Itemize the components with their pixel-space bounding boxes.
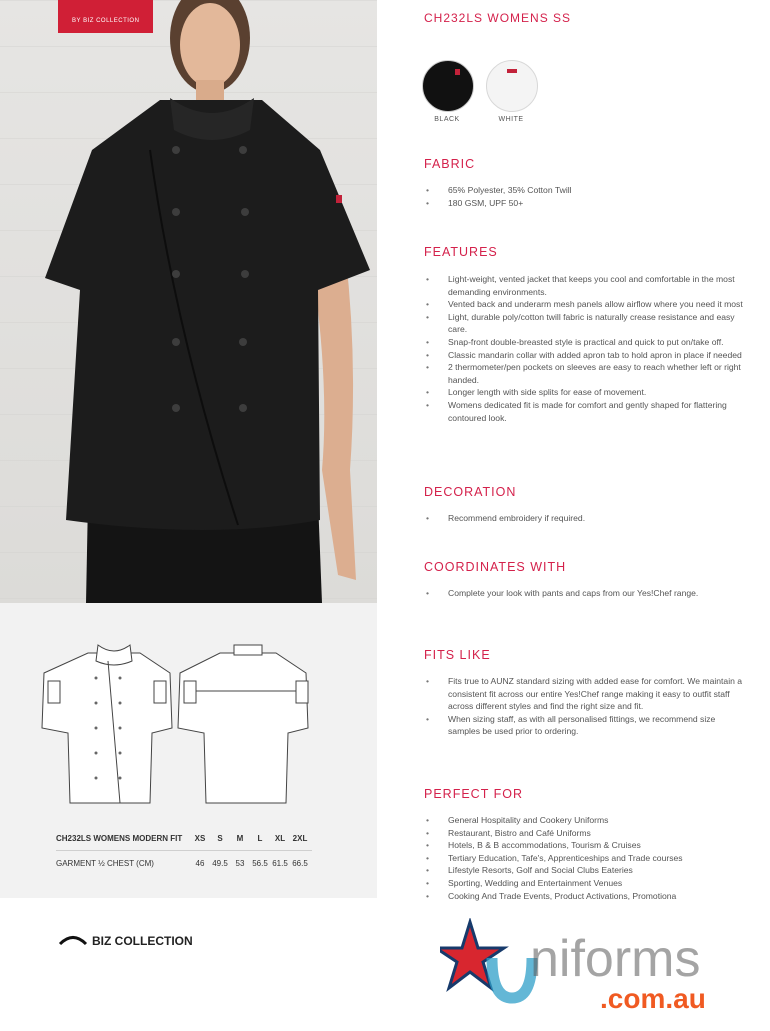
list-item: • Recommend embroidery if required.: [424, 512, 744, 525]
list-item: • Tertiary Education, Tafe's, Apprenticeships and Trade courses: [424, 852, 744, 865]
uniforms-logo-text: niforms: [530, 930, 701, 988]
decoration-list: [424, 512, 744, 525]
product-title: CH232LS WOMENS SS: [424, 11, 572, 25]
list-item: • Classic mandarin collar with added apron tab to hold apron in place if needed: [424, 349, 744, 362]
biz-swoosh-icon: [58, 935, 88, 947]
uniforms-logo-domain: .com.au: [600, 983, 706, 1014]
features-list: [424, 273, 744, 424]
size-table-header: [56, 826, 312, 851]
brand-tab: [58, 0, 153, 33]
list-item: • Fits true to AUNZ standard sizing with added ease for comfort. We maintain a consistent fit across our entire Yes!Chef range making it easy to outfit staff across different styles and find the right size and fit.: [424, 675, 744, 713]
decoration-heading: DECORATION: [424, 485, 517, 499]
chest-value: 66.5: [292, 858, 308, 868]
black-swatch-label: BLACK: [434, 116, 460, 123]
size-header: XS: [194, 833, 206, 843]
model-in-chef-jacket-illustration: [0, 0, 377, 603]
list-item: • When sizing staff, as with all personalised fittings, we recommend size samples be used prior to ordering.: [424, 713, 744, 738]
brand-tab-text: BY BIZ COLLECTION: [72, 18, 140, 24]
features-heading: FEATURES: [424, 245, 498, 259]
biz-logo-text: BIZ COLLECTION: [92, 934, 193, 948]
fits-like-list: [424, 675, 744, 738]
list-item: • Cooking And Trade Events, Product Activations, Promotiona: [424, 890, 744, 903]
list-item: • Longer length with side splits for ease of movement.: [424, 386, 744, 399]
product-photo: [0, 0, 377, 603]
fabric-list: [424, 184, 744, 209]
list-item: • Womens dedicated fit is made for comfort and gently shaped for flattering contoured look.: [424, 399, 744, 424]
list-item: • 2 thermometer/pen pockets on sleeves are easy to reach whether left or right handed.: [424, 361, 744, 386]
swatch-tab-icon: [507, 69, 517, 73]
list-item: • Vented back and underarm mesh panels allow airflow where you need it most: [424, 298, 744, 311]
coordinates-heading: COORDINATES WITH: [424, 560, 567, 574]
chest-value: 49.5: [212, 858, 228, 868]
chest-value: 61.5: [272, 858, 288, 868]
list-item: • Complete your look with pants and caps from our Yes!Chef range.: [424, 587, 744, 600]
fits-like-heading: FITS LIKE: [424, 648, 491, 662]
size-table: [56, 826, 312, 875]
list-item: • Sporting, Wedding and Entertainment Venues: [424, 877, 744, 890]
chest-value: 53: [235, 858, 245, 868]
row-label: GARMENT ½ CHEST (CM): [56, 858, 154, 868]
swatch-tab-icon: [455, 69, 460, 75]
uniforms-site-logo: [440, 918, 770, 1026]
white-swatch[interactable]: [486, 60, 538, 112]
chest-value: 56.5: [252, 858, 268, 868]
size-header: M: [236, 833, 244, 843]
white-swatch-label: WHITE: [498, 116, 524, 123]
list-item: • Restaurant, Bistro and Café Uniforms: [424, 827, 744, 840]
garment-flat-drawings: [0, 633, 377, 843]
chest-value: 46: [195, 858, 205, 868]
size-table-title: CH232LS WOMENS MODERN FIT: [56, 833, 183, 843]
fabric-heading: FABRIC: [424, 157, 476, 171]
black-swatch[interactable]: [422, 60, 474, 112]
list-item: • 65% Polyester, 35% Cotton Twill: [424, 184, 744, 197]
coordinates-list: [424, 587, 744, 600]
perfect-for-list: [424, 814, 744, 902]
size-header: 2XL: [292, 833, 308, 843]
list-item: • General Hospitality and Cookery Uniforms: [424, 814, 744, 827]
size-header: L: [257, 833, 263, 843]
size-header: XL: [274, 833, 286, 843]
list-item: • 180 GSM, UPF 50+: [424, 197, 744, 210]
list-item: • Lifestyle Resorts, Golf and Social Clubs Eateries: [424, 864, 744, 877]
list-item: • Light-weight, vented jacket that keeps you cool and comfortable in the most demanding environments.: [424, 273, 744, 298]
list-item: • Light, durable poly/cotton twill fabric is naturally crease resistance and easy care.: [424, 311, 744, 336]
list-item: • Snap-front double-breasted style is practical and quick to put on/take off.: [424, 336, 744, 349]
size-header: S: [217, 833, 223, 843]
perfect-for-heading: PERFECT FOR: [424, 787, 523, 801]
uniforms-logo-mark: [440, 918, 770, 1026]
list-item: • Hotels, B & B accommodations, Tourism & Cruises: [424, 839, 744, 852]
biz-collection-logo: [58, 934, 193, 948]
size-table-row: [56, 851, 312, 875]
